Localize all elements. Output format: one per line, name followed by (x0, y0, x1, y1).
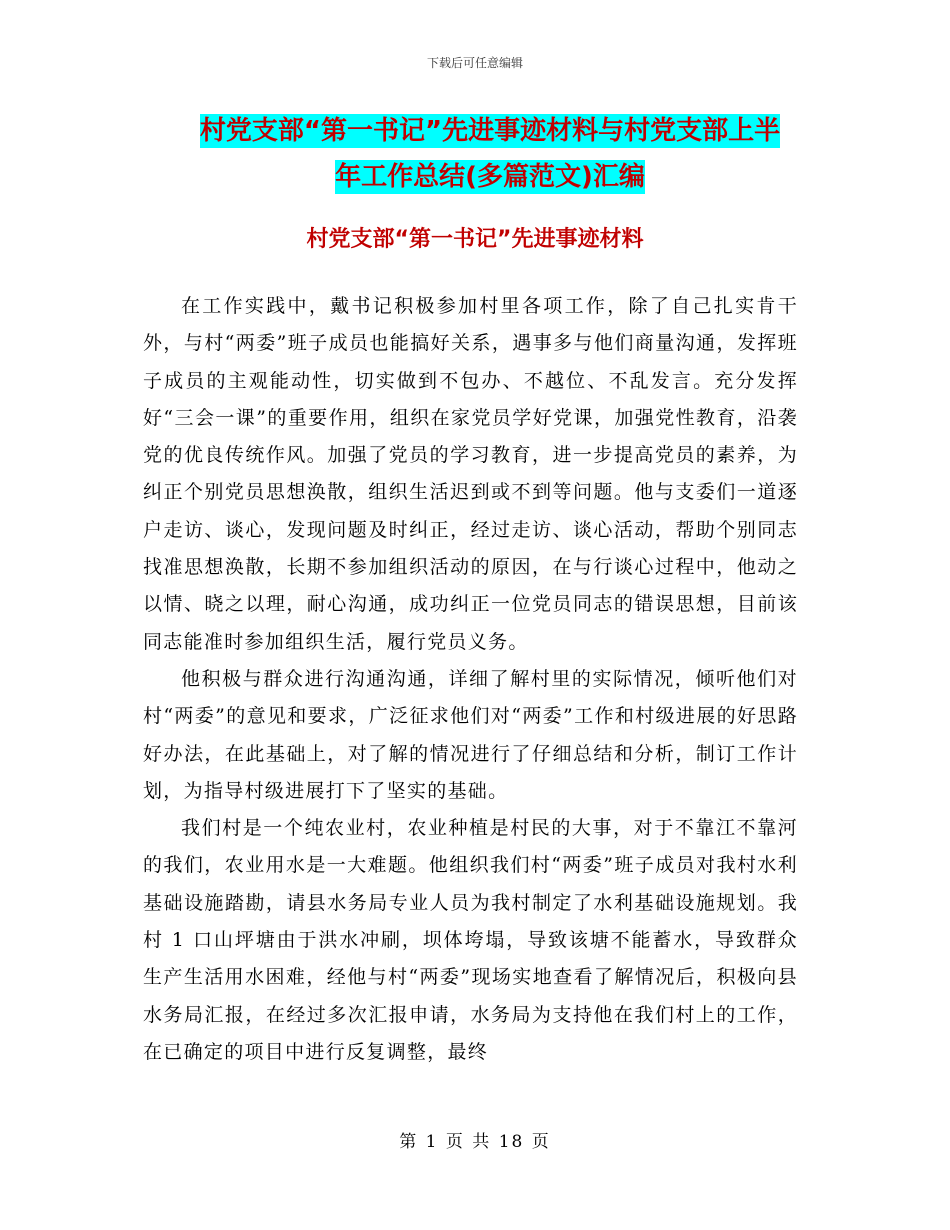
section-title: 村党支部“第一书记”先进事迹材料 (306, 227, 644, 252)
document-title-line-2: 年工作总结(多篇范文)汇编 (335, 162, 645, 192)
page-footer: 第 1 页 共 18 页 (399, 1132, 551, 1152)
paragraph: 他积极与群众进行沟通沟通，详细了解村里的实际情况，倾听他们对村“两委”的意见和要求，广泛征求他们对“两委”工作和村级进展的好思路好办法，在此基础上，对了解的情况进行了仔细总结和分析，制订工作计划，为指导村级进展打下了坚实的基础。 (143, 667, 798, 802)
document-title (150, 108, 830, 200)
paragraph: 在工作实践中，戴书记积极参加村里各项工作，除了自己扎实肯干外，与村“两委”班子成员也能搞好关系，遇事多与他们商量沟通，发挥班子成员的主观能动性，切实做到不包办、不越位、不乱发言。充分发挥好“三会一课”的重要作用，组织在家党员学好党课，加强党性教育，沿袭党的优良传统作风。加强了党员的学习教育，进一步提高党员的素养，为纠正个别党员思想涣散，组织生活迟到或不到等问题。他与支委们一道逐户走访、谈心，发现问题及时纠正，经过走访、谈心活动，帮助个别同志找准思想涣散，长期不参加组织活动的原因，在与行谈心过程中，他动之以情、晓之以理，耐心沟通，成功纠正一位党员同志的错误思想，目前该同志能准时参加组织生活，履行党员义务。 (143, 295, 798, 653)
document-title-line-1: 村党支部“第一书记”先进事迹材料与村党支部上半 (199, 116, 781, 146)
header-note: 下载后可任意编辑 (426, 56, 523, 70)
paragraph: 我们村是一个纯农业村，农业种植是村民的大事，对于不靠江不靠河的我们，农业用水是一大难题。他组织我们村“两委”班子成员对我村水利基础设施踏勘，请县水务局专业人员为我村制定了水利基础设施规划。我村 1 口山坪塘由于洪水冲刷，坝体垮塌，导致该塘不能蓄水，导致群众生产生活用水困难，经他与村“两委”现场实地查看了解情况后，积极向县水务局汇报，在经过多次汇报申请，水务局为支持他在我们村上的工作，在已确定的项目中进行反复调整，最终 (143, 817, 798, 1063)
body-text (143, 288, 798, 1071)
